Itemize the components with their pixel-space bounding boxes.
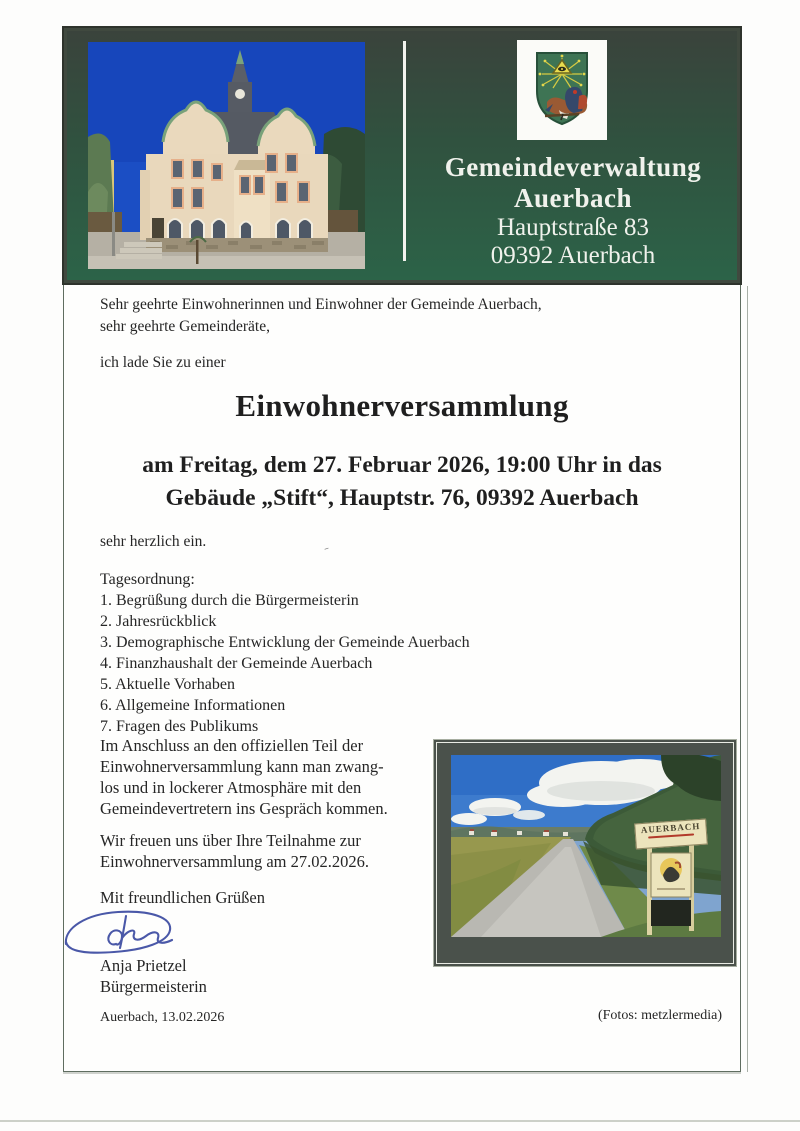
agenda-item: 7. Fragen des Publikums <box>100 718 259 735</box>
photo-credit: (Fotos: metzlermedia) <box>597 1008 723 1023</box>
invite-closing: sehr herzlich ein. <box>100 533 207 550</box>
signer-title: Bürgermeisterin <box>100 977 207 996</box>
banner-divider <box>403 41 406 261</box>
scan-artifact-line <box>747 286 748 1072</box>
event-details-line2: Gebäude „Stift“, Hauptstr. 76, 09392 Auerbach <box>165 485 639 511</box>
town-hall-photo <box>88 42 365 269</box>
paragraph-participation <box>100 830 369 872</box>
salutation-line2: sehr geehrte Gemeinderäte, <box>100 318 270 335</box>
org-name-line1: Gemeindeverwaltung <box>444 152 702 182</box>
salutation <box>100 294 542 338</box>
event-details-line1: am Freitag, dem 27. Februar 2026, 19:00 Uhr in das <box>142 452 662 478</box>
event-details <box>63 449 741 515</box>
regards-line: Mit freundlichen Grüßen <box>100 888 265 907</box>
scan-artifact-line <box>0 1120 800 1122</box>
org-name-line2: Auerbach <box>514 183 632 213</box>
village-photo <box>451 755 721 937</box>
paragraph-informal <box>100 735 388 819</box>
signature-block <box>100 955 207 997</box>
org-address-street: Hauptstraße 83 <box>496 214 650 241</box>
header-banner <box>62 26 742 285</box>
agenda-item: 3. Demographische Entwicklung der Gemeinde Auerbach <box>100 634 470 651</box>
event-title: Einwohnerversammlung <box>235 388 569 423</box>
agenda-item: 1. Begrüßung durch die Bürgermeisterin <box>100 592 359 609</box>
paragraph-line: Gemeindevertretern ins Gespräch kommen. <box>100 799 388 818</box>
agenda-heading: Tagesordnung: <box>100 571 195 588</box>
intro-line: ich lade Sie zu einer <box>100 354 226 371</box>
paragraph-line: los und in lockerer Atmosphäre mit den <box>100 778 362 797</box>
paragraph-line: Einwohnerversammlung am 27.02.2026. <box>100 852 369 871</box>
auerbach-town-sign <box>634 819 708 850</box>
signer-name: Anja Prietzel <box>100 956 187 975</box>
agenda-list <box>100 569 470 737</box>
paragraph-line: Wir freuen uns über Ihre Teilnahme zur <box>100 831 361 850</box>
banner-right-panel <box>410 28 736 283</box>
coat-of-arms-icon <box>517 40 607 140</box>
paragraph-line: Im Anschluss an den offiziellen Teil der <box>100 736 364 755</box>
place-date: Auerbach, 13.02.2026 <box>100 1010 225 1025</box>
village-photo-frame <box>433 739 737 967</box>
town-sign-label: AUERBACH <box>640 820 701 836</box>
agenda-item: 4. Finanzhaushalt der Gemeinde Auerbach <box>100 655 373 672</box>
agenda-item: 6. Allgemeine Informationen <box>100 697 286 714</box>
paragraph-line: Einwohnerversammlung kann man zwang- <box>100 757 384 776</box>
org-address-city: 09392 Auerbach <box>490 242 656 269</box>
agenda-item: 5. Aktuelle Vorhaben <box>100 676 235 693</box>
coat-of-arms-box <box>517 40 607 140</box>
agenda-item: 2. Jahresrückblick <box>100 613 217 630</box>
salutation-line1: Sehr geehrte Einwohnerinnen und Einwohner der Gemeinde Auerbach, <box>100 296 542 313</box>
